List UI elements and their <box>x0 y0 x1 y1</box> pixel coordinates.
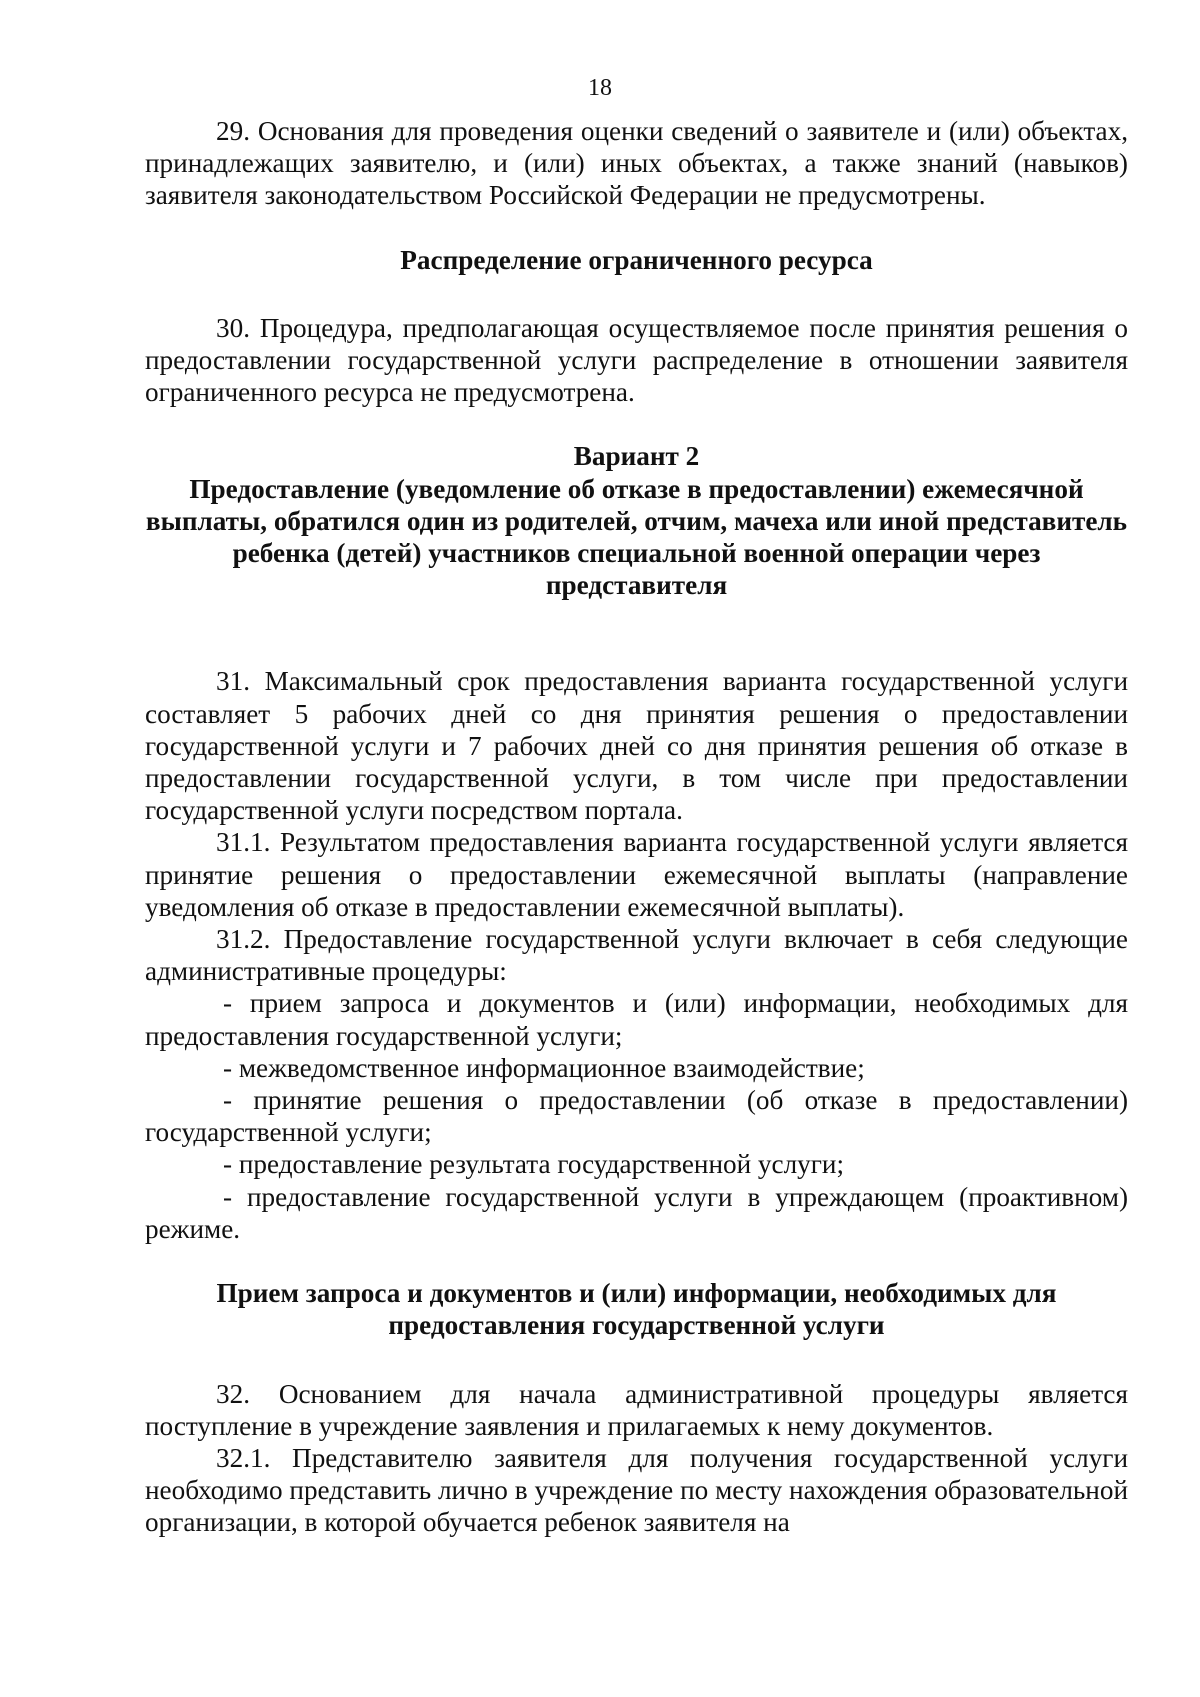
list-item: - предоставление государственной услуги в упреждающем (проактивном) режиме. <box>145 1181 1128 1244</box>
page-number: 18 <box>588 75 612 101</box>
paragraph-31-2: 31.2. Предоставление государственной услуги включает в себя следующие административные процедуры: <box>145 924 1128 987</box>
paragraph-29: 29. Основания для проведения оценки сведений о заявителе и (или) объектах, принадлежащих заявителю, и (или) иных объектах, а также знаний (навыков) заявителя законодательством Российской Федерации не предусмотрены. <box>145 116 1128 211</box>
list-item: - межведомственное информационное взаимодействие; <box>223 1052 865 1083</box>
variant-heading: Вариант 2 <box>573 441 700 472</box>
document-body <box>145 115 1128 1539</box>
paragraph-31: 31. Максимальный срок предоставления варианта государственной услуги составляет 5 рабочих дней со дня принятия решения о предоставлении государственной услуги и 7 рабочих дней со дня принятия решения об отказе в предоставлении государственной услуги, в том числе при предоставлении государственной услуги посредством портала. <box>145 666 1128 826</box>
variant-title: Предоставление (уведомление об отказе в предоставлении) ежемесячной выплаты, обратился один из родителей, отчим, мачеха или иной представитель ребенка (детей) участников специальной военной операции через представителя <box>145 473 1128 601</box>
list-item: - предоставление результата государственной услуги; <box>223 1149 845 1180</box>
paragraph-31-1: 31.1. Результатом предоставления варианта государственной услуги является принятие решения о предоставлении ежемесячной выплаты (направление уведомления об отказе в предоставлении ежемесячной выплаты). <box>145 827 1128 922</box>
list-item: - прием запроса и документов и (или) информации, необходимых для предоставления государственной услуги; <box>145 988 1128 1051</box>
paragraph-30: 30. Процедура, предполагающая осуществляемое после принятия решения о предоставлении государственной услуги распределение в отношении заявителя ограниченного ресурса не предусмотрена. <box>145 312 1128 408</box>
section-heading-resource: Распределение ограниченного ресурса <box>400 244 873 275</box>
list-item: - принятие решения о предоставлении (об отказе в предоставлении) государственной услуги; <box>145 1085 1128 1148</box>
paragraph-32-1: 32.1. Представителю заявителя для получения государственной услуги необходимо представить лично в учреждение по месту нахождения образовательной организации, в которой обучается ребенок заявителя на <box>145 1442 1128 1538</box>
section-heading-request: Прием запроса и документов и (или) информации, необходимых для предоставления государственной услуги <box>216 1278 1057 1341</box>
paragraph-32: 32. Основанием для начала административной процедуры является поступление в учреждение заявления и прилагаемых к нему документов. <box>145 1378 1128 1441</box>
